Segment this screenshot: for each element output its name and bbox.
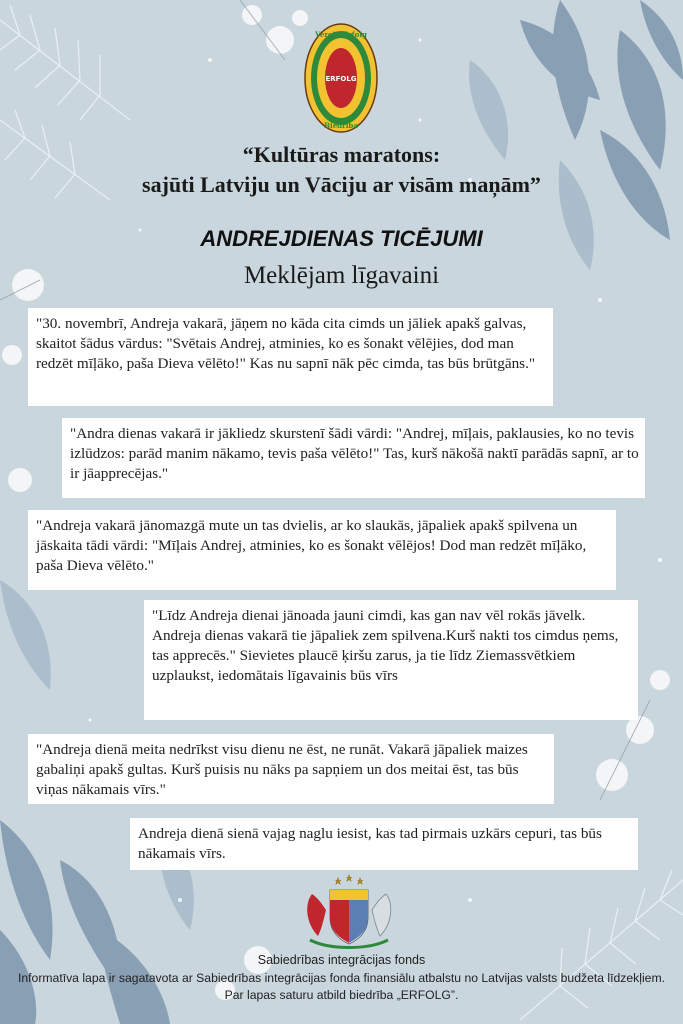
latvia-coat-of-arms-icon — [300, 874, 398, 952]
erfolg-logo — [303, 22, 379, 134]
section-heading: ANDREJDIENAS TICĒJUMI — [200, 226, 483, 251]
title-line-1: “Kultūras maratons: — [242, 142, 441, 167]
logo-center-text: ERFOLG — [325, 75, 357, 83]
belief-card-1: "30. novembrī, Andreja vakarā, jāņem no kāda cita cimds un jāliek apakš galvas, skaitot šādus vārdus: "Svētais Andrej, atminies, ko es šonakt vēlējies, dod man redzēt mīļāko, paša Dieva vēlēto!" Kas nu sapnī nāk pēc cimda, tas būs brūtgāns." — [28, 308, 553, 406]
page-title — [0, 140, 683, 200]
logo-bottom-text: Biedrība — [324, 121, 358, 130]
belief-card-5: "Andreja dienā meita nedrīkst visu dienu ne ēst, ne runāt. Vakarā jāpaliek maizes gabaliņi apakš gultas. Kurš puisis nu nāks pa sapņiem un dos meitai ēst, tas būs viņas nākamais vīrs." — [28, 734, 554, 804]
logo-top-text: Verein Erfolg — [315, 30, 367, 39]
belief-card-6: Andreja dienā sienā vajag naglu iesist, kas tad pirmais uzkārs cepuri, tas būs nākamais vīrs. — [130, 818, 638, 870]
section-subheading: Meklējam līgavaini — [243, 262, 440, 289]
footer-disclaimer: Informatīva lapa ir sagatavota ar Sabiedrības integrācijas fonda finansiālu atbalstu no Latvijas valsts budžeta līdzekļiem. Par lapas saturu atbild biedrība „ERFOLG”. — [18, 971, 665, 1002]
fund-label: Sabiedrības integrācijas fonds — [257, 953, 426, 967]
belief-card-3: "Andreja vakarā jānomazgā mute un tas dvielis, ar ko slaukās, jāpaliek apakš spilvena un jāskaita tādi vārdi: "Mīļais Andrej, atminies, ko es šonakt vēlējos! Dod man redzēt mīļāko, paša Dieva vēlēto." — [28, 510, 616, 590]
belief-card-4: "Līdz Andreja dienai jānoada jauni cimdi, kas gan nav vēl rokās jāvelk. Andreja dienas vakarā tie jāpaliek zem spilvena.Kurš nakti tos cimdus ņems, tas apprecēs." Sievietes plaucē ķiršu zarus, ja tie līdz Ziemassvētkiem uzplaukst, iedomātais līgavainis būs vīrs — [144, 600, 638, 720]
title-line-2: sajūti Latviju un Vāciju ar visām maņām” — [142, 172, 541, 197]
belief-card-2: "Andra dienas vakarā ir jākliedz skurstenī šādi vārdi: "Andrej, mīļais, paklausies, ko no tevis izlūdzos: parād manim nākamo, tevis paša vēlēto!" Tas, kurš nākošā naktī parādās sapnī, ar to ir jāapprecējas." — [62, 418, 645, 498]
